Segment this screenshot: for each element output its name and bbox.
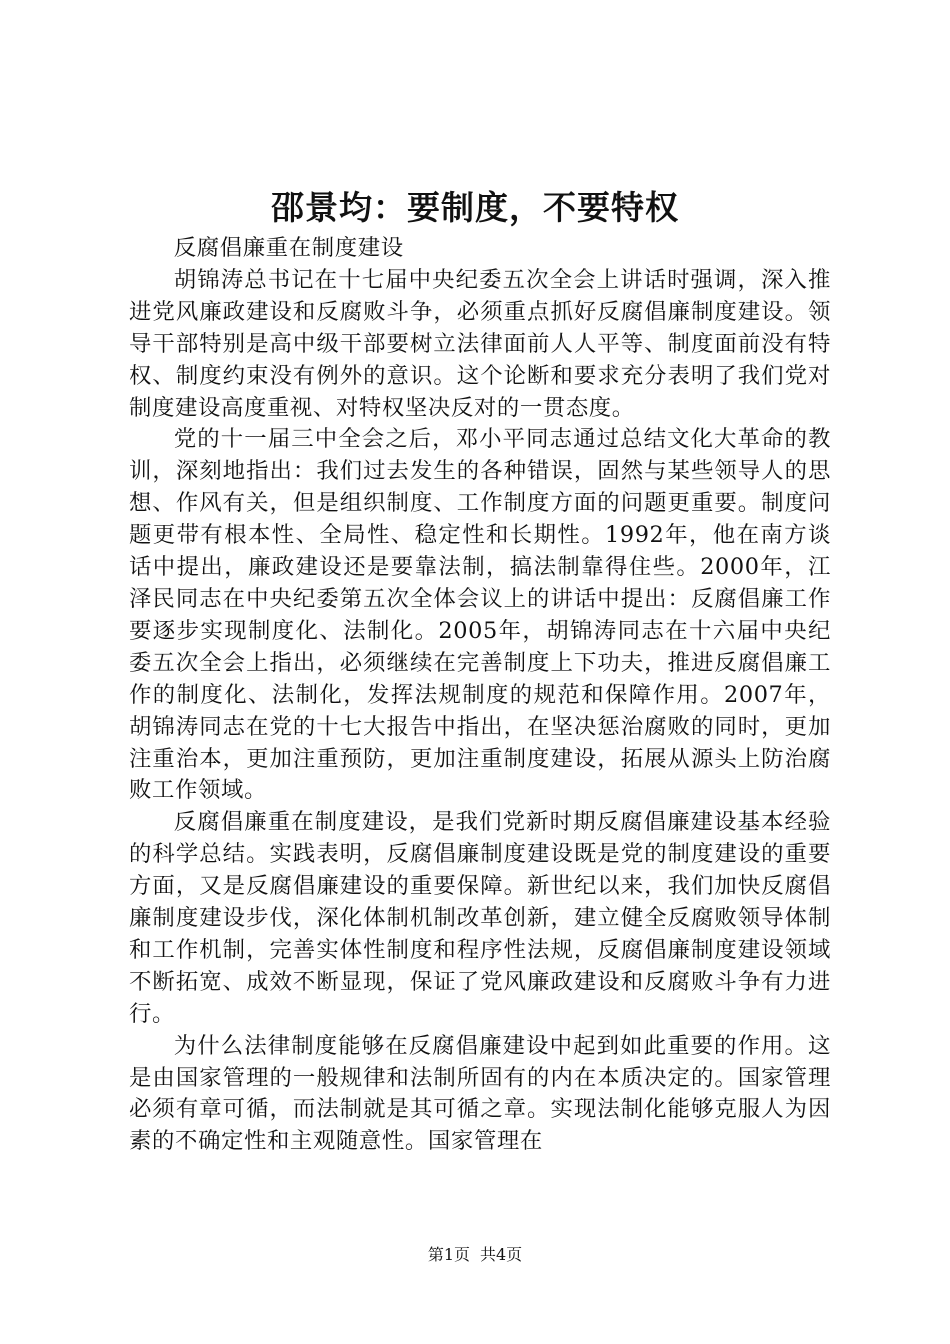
page-footer bbox=[0, 1243, 950, 1267]
document-body bbox=[129, 233, 831, 1158]
paragraph-subtitle: 反腐倡廉重在制度建设 bbox=[173, 235, 404, 261]
page-total: 共4页 bbox=[480, 1245, 523, 1264]
paragraph: 党的十一届三中全会之后，邓小平同志通过总结文化大革命的教训，深刻地指出：我们过去发生的各种错误，固然与某些领导人的思想、作风有关，但是组织制度、工作制度方面的问题更重要。制度问题更带有根本性、全局性、稳定性和长期性。1992年，他在南方谈话中提出，廉政建设还是要靠法制，搞法制靠得住些。2000年，江泽民同志在中央纪委第五次全体会议上的讲话中提出：反腐倡廉工作要逐步实现制度化、法制化。2005年，胡锦涛同志在十六届中央纪委五次全会上指出，必须继续在完善制度上下功夫，推进反腐倡廉工作的制度化、法制化，发挥法规制度的规范和保障作用。2007年，胡锦涛同志在党的十七大报告中指出，在坚决惩治腐败的同时，更加注重治本，更加注重预防，更加注重制度建设，拓展从源头上防治腐败工作领域。 bbox=[129, 426, 831, 804]
paragraph: 胡锦涛总书记在十七届中央纪委五次全会上讲话时强调，深入推进党风廉政建设和反腐败斗争，必须重点抓好反腐倡廉制度建设。领导干部特别是高中级干部要树立法律面前人人平等、制度面前没有特权、制度约束没有例外的意识。这个论断和要求充分表明了我们党对制度建设高度重视、对特权坚决反对的一贯态度。 bbox=[129, 266, 831, 421]
paragraph: 反腐倡廉重在制度建设，是我们党新时期反腐倡廉建设基本经验的科学总结。实践表明，反腐倡廉制度建设既是党的制度建设的重要方面，又是反腐倡廉建设的重要保障。新世纪以来，我们加快反腐倡廉制度建设步伐，深化体制机制改革创新，建立健全反腐败领导体制和工作机制，完善实体性制度和程序性法规，反腐倡廉制度建设领域不断拓宽、成效不断显现，保证了党风廉政建设和反腐败斗争有力进行。 bbox=[129, 809, 831, 1027]
paragraph: 为什么法律制度能够在反腐倡廉建设中起到如此重要的作用。这是由国家管理的一般规律和法制所固有的内在本质决定的。国家管理必须有章可循，而法制就是其可循之章。实现法制化能够克服人为因素的不确定性和主观随意性。国家管理在 bbox=[129, 1032, 831, 1155]
document-title: 邵景均：要制度，不要特权 bbox=[271, 188, 679, 227]
page-number: 第1页 bbox=[427, 1245, 470, 1264]
